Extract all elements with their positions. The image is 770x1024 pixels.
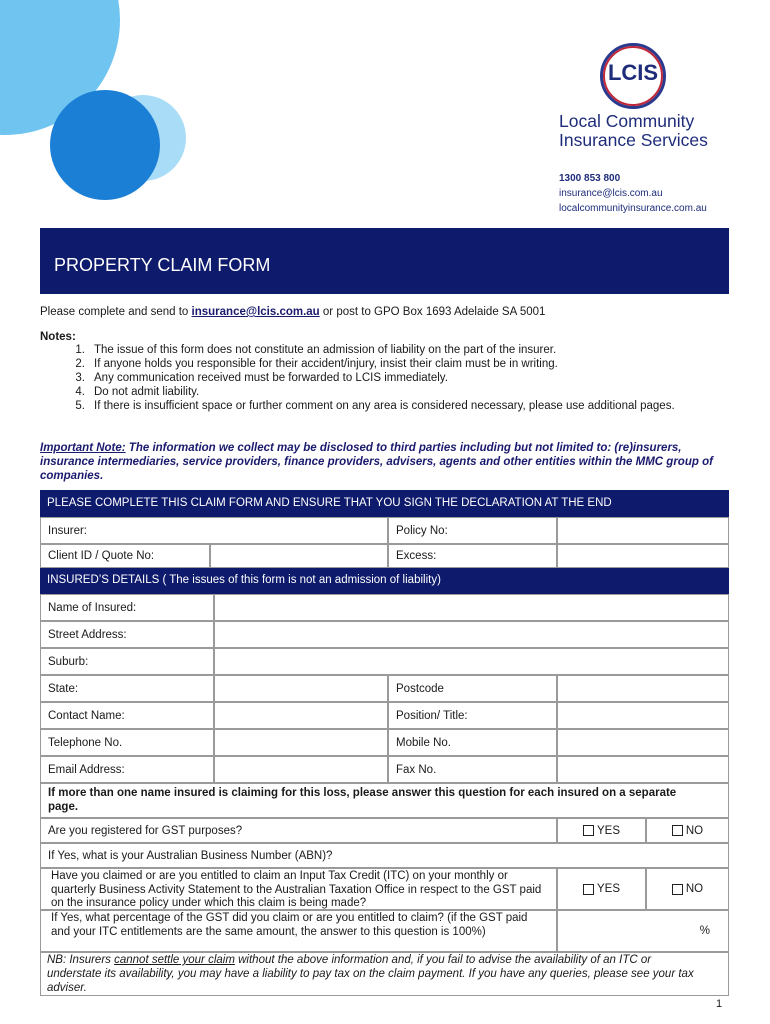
logo-text: LCIS xyxy=(607,60,659,85)
gst-percent-question: If Yes, what percentage of the GST did you claim or are you entitled to claim? (if the GST paid and your ITC entitlements are the same amount, the answer to this question is 100%) xyxy=(40,910,557,952)
email-address-field[interactable] xyxy=(214,756,388,783)
note-text: Any communication received must be forwarded to LCIS immediately. xyxy=(94,372,448,384)
policy-no-label: Policy No: xyxy=(388,517,557,544)
page-number: 1 xyxy=(716,998,723,1010)
nb-note-prefix: NB: Insurers xyxy=(47,954,115,966)
position-title-label: Position/ Title: xyxy=(388,702,557,729)
itc-yes-label: YES xyxy=(596,883,620,895)
gst-yes-label: YES xyxy=(596,824,620,837)
fax-label: Fax No. xyxy=(388,756,557,783)
excess-label: Excess: xyxy=(388,544,557,568)
note-text: If anyone holds you responsible for their accident/injury, insist their claim must be in writing. xyxy=(94,358,558,370)
note-number: 4. xyxy=(75,386,85,398)
mobile-field[interactable] xyxy=(557,729,729,756)
intro-email-link[interactable]: insurance@lcis.com.au xyxy=(191,306,320,318)
form-section-header-text: PLEASE COMPLETE THIS CLAIM FORM AND ENSURE THAT YOU SIGN THE DECLARATION AT THE END xyxy=(47,497,612,509)
note-text: The issue of this form does not constitute an admission of liability on the part of the insurer. xyxy=(94,344,557,356)
itc-no-option[interactable] xyxy=(646,868,729,910)
email-address-label: Email Address: xyxy=(40,756,214,783)
contact-website: localcommunityinsurance.com.au xyxy=(559,203,707,214)
note-item xyxy=(40,343,720,357)
street-address-field[interactable] xyxy=(214,621,729,648)
postcode-label: Postcode xyxy=(388,675,557,702)
postcode-field[interactable] xyxy=(557,675,729,702)
note-number: 2. xyxy=(75,358,85,370)
nb-note xyxy=(40,952,729,996)
gst-yes-checkbox[interactable] xyxy=(583,825,594,836)
gst-no-option[interactable] xyxy=(646,818,729,843)
telephone-label: Telephone No. xyxy=(40,729,214,756)
note-text: If there is insufficient space or further comment on any area is considered necessary, please use additional pages. xyxy=(94,400,675,412)
page-title: PROPERTY CLAIM FORM xyxy=(54,255,271,275)
state-label: State: xyxy=(40,675,214,702)
abn-question: If Yes, what is your Australian Business Number (ABN)? xyxy=(40,843,729,868)
gst-percent-field[interactable] xyxy=(557,910,729,952)
important-note-text: The information we collect may be disclosed to third parties including but not limited to: (re)insurers, insurance intermediaries, service providers, finance providers, advisers, agents and other entities within the MMC group of companies. xyxy=(40,442,713,482)
note-text: Do not admit liability. xyxy=(94,386,200,398)
notes-list xyxy=(40,343,720,413)
percent-sign: % xyxy=(699,925,710,937)
contact-name-field[interactable] xyxy=(214,702,388,729)
gst-yes-option[interactable] xyxy=(557,818,646,843)
brand-name-line2: Insurance Services xyxy=(559,130,708,150)
policy-no-field[interactable] xyxy=(557,517,729,544)
brand-name-line1: Local Community xyxy=(559,111,695,131)
note-item xyxy=(40,357,720,371)
note-number: 5. xyxy=(75,400,85,412)
important-note-label: Important Note: xyxy=(40,442,126,454)
contact-phone: 1300 853 800 xyxy=(559,173,621,184)
insured-details-header-text: INSURED’S DETAILS ( The issues of this form is not an admission of liability) xyxy=(47,574,441,586)
nb-note-underlined: cannot settle your claim xyxy=(114,954,235,966)
telephone-field[interactable] xyxy=(214,729,388,756)
decorative-circle-dark xyxy=(50,90,160,200)
intro-prefix: Please complete and send to xyxy=(40,306,192,318)
position-title-field[interactable] xyxy=(557,702,729,729)
note-number: 3. xyxy=(75,372,85,384)
client-id-field[interactable] xyxy=(210,544,388,568)
note-item xyxy=(40,385,720,399)
note-item xyxy=(40,399,720,413)
fax-field[interactable] xyxy=(557,756,729,783)
name-of-insured-label: Name of Insured: xyxy=(40,594,214,621)
intro-suffix: or post to GPO Box 1693 Adelaide SA 5001 xyxy=(319,306,546,318)
itc-no-label: NO xyxy=(685,883,704,895)
itc-question: Have you claimed or are you entitled to claim an Input Tax Credit (ITC) on your monthly or quarterly Business Activity Statement to the Australian Taxation Office in respect to the GST paid on the insurance policy under which this claim is being made? xyxy=(40,868,557,910)
note-item xyxy=(40,371,720,385)
gst-question: Are you registered for GST purposes? xyxy=(40,818,557,843)
itc-no-checkbox[interactable] xyxy=(672,884,683,895)
intro-line xyxy=(40,305,545,319)
contact-email: insurance@lcis.com.au xyxy=(559,188,663,199)
nb-note-suffix: without the above information and, if you fail to advise the availability of an ITC or understate its availability, you may have a liability to pay tax on the claim payment. If you have any queries, please see your tax adviser. xyxy=(47,954,694,994)
client-id-label: Client ID / Quote No: xyxy=(40,544,210,568)
contact-name-label: Contact Name: xyxy=(40,702,214,729)
mobile-label: Mobile No. xyxy=(388,729,557,756)
suburb-field[interactable] xyxy=(214,648,729,675)
insured-details-header xyxy=(40,568,729,594)
excess-field[interactable] xyxy=(557,544,729,568)
gst-no-checkbox[interactable] xyxy=(672,825,683,836)
notes-heading: Notes: xyxy=(40,331,76,343)
itc-yes-checkbox[interactable] xyxy=(583,884,594,895)
gst-no-label: NO xyxy=(685,824,704,837)
suburb-label: Suburb: xyxy=(40,648,214,675)
title-banner xyxy=(40,228,729,294)
state-field[interactable] xyxy=(214,675,388,702)
note-number: 1. xyxy=(75,344,85,356)
multi-insured-note: If more than one name insured is claiming for this loss, please answer this question for each insured on a separate page. xyxy=(40,783,729,818)
street-address-label: Street Address: xyxy=(40,621,214,648)
form-section-header xyxy=(40,490,729,517)
important-note xyxy=(40,441,730,483)
insurer-label: Insurer: xyxy=(40,517,388,544)
name-of-insured-field[interactable] xyxy=(214,594,729,621)
itc-yes-option[interactable] xyxy=(557,868,646,910)
